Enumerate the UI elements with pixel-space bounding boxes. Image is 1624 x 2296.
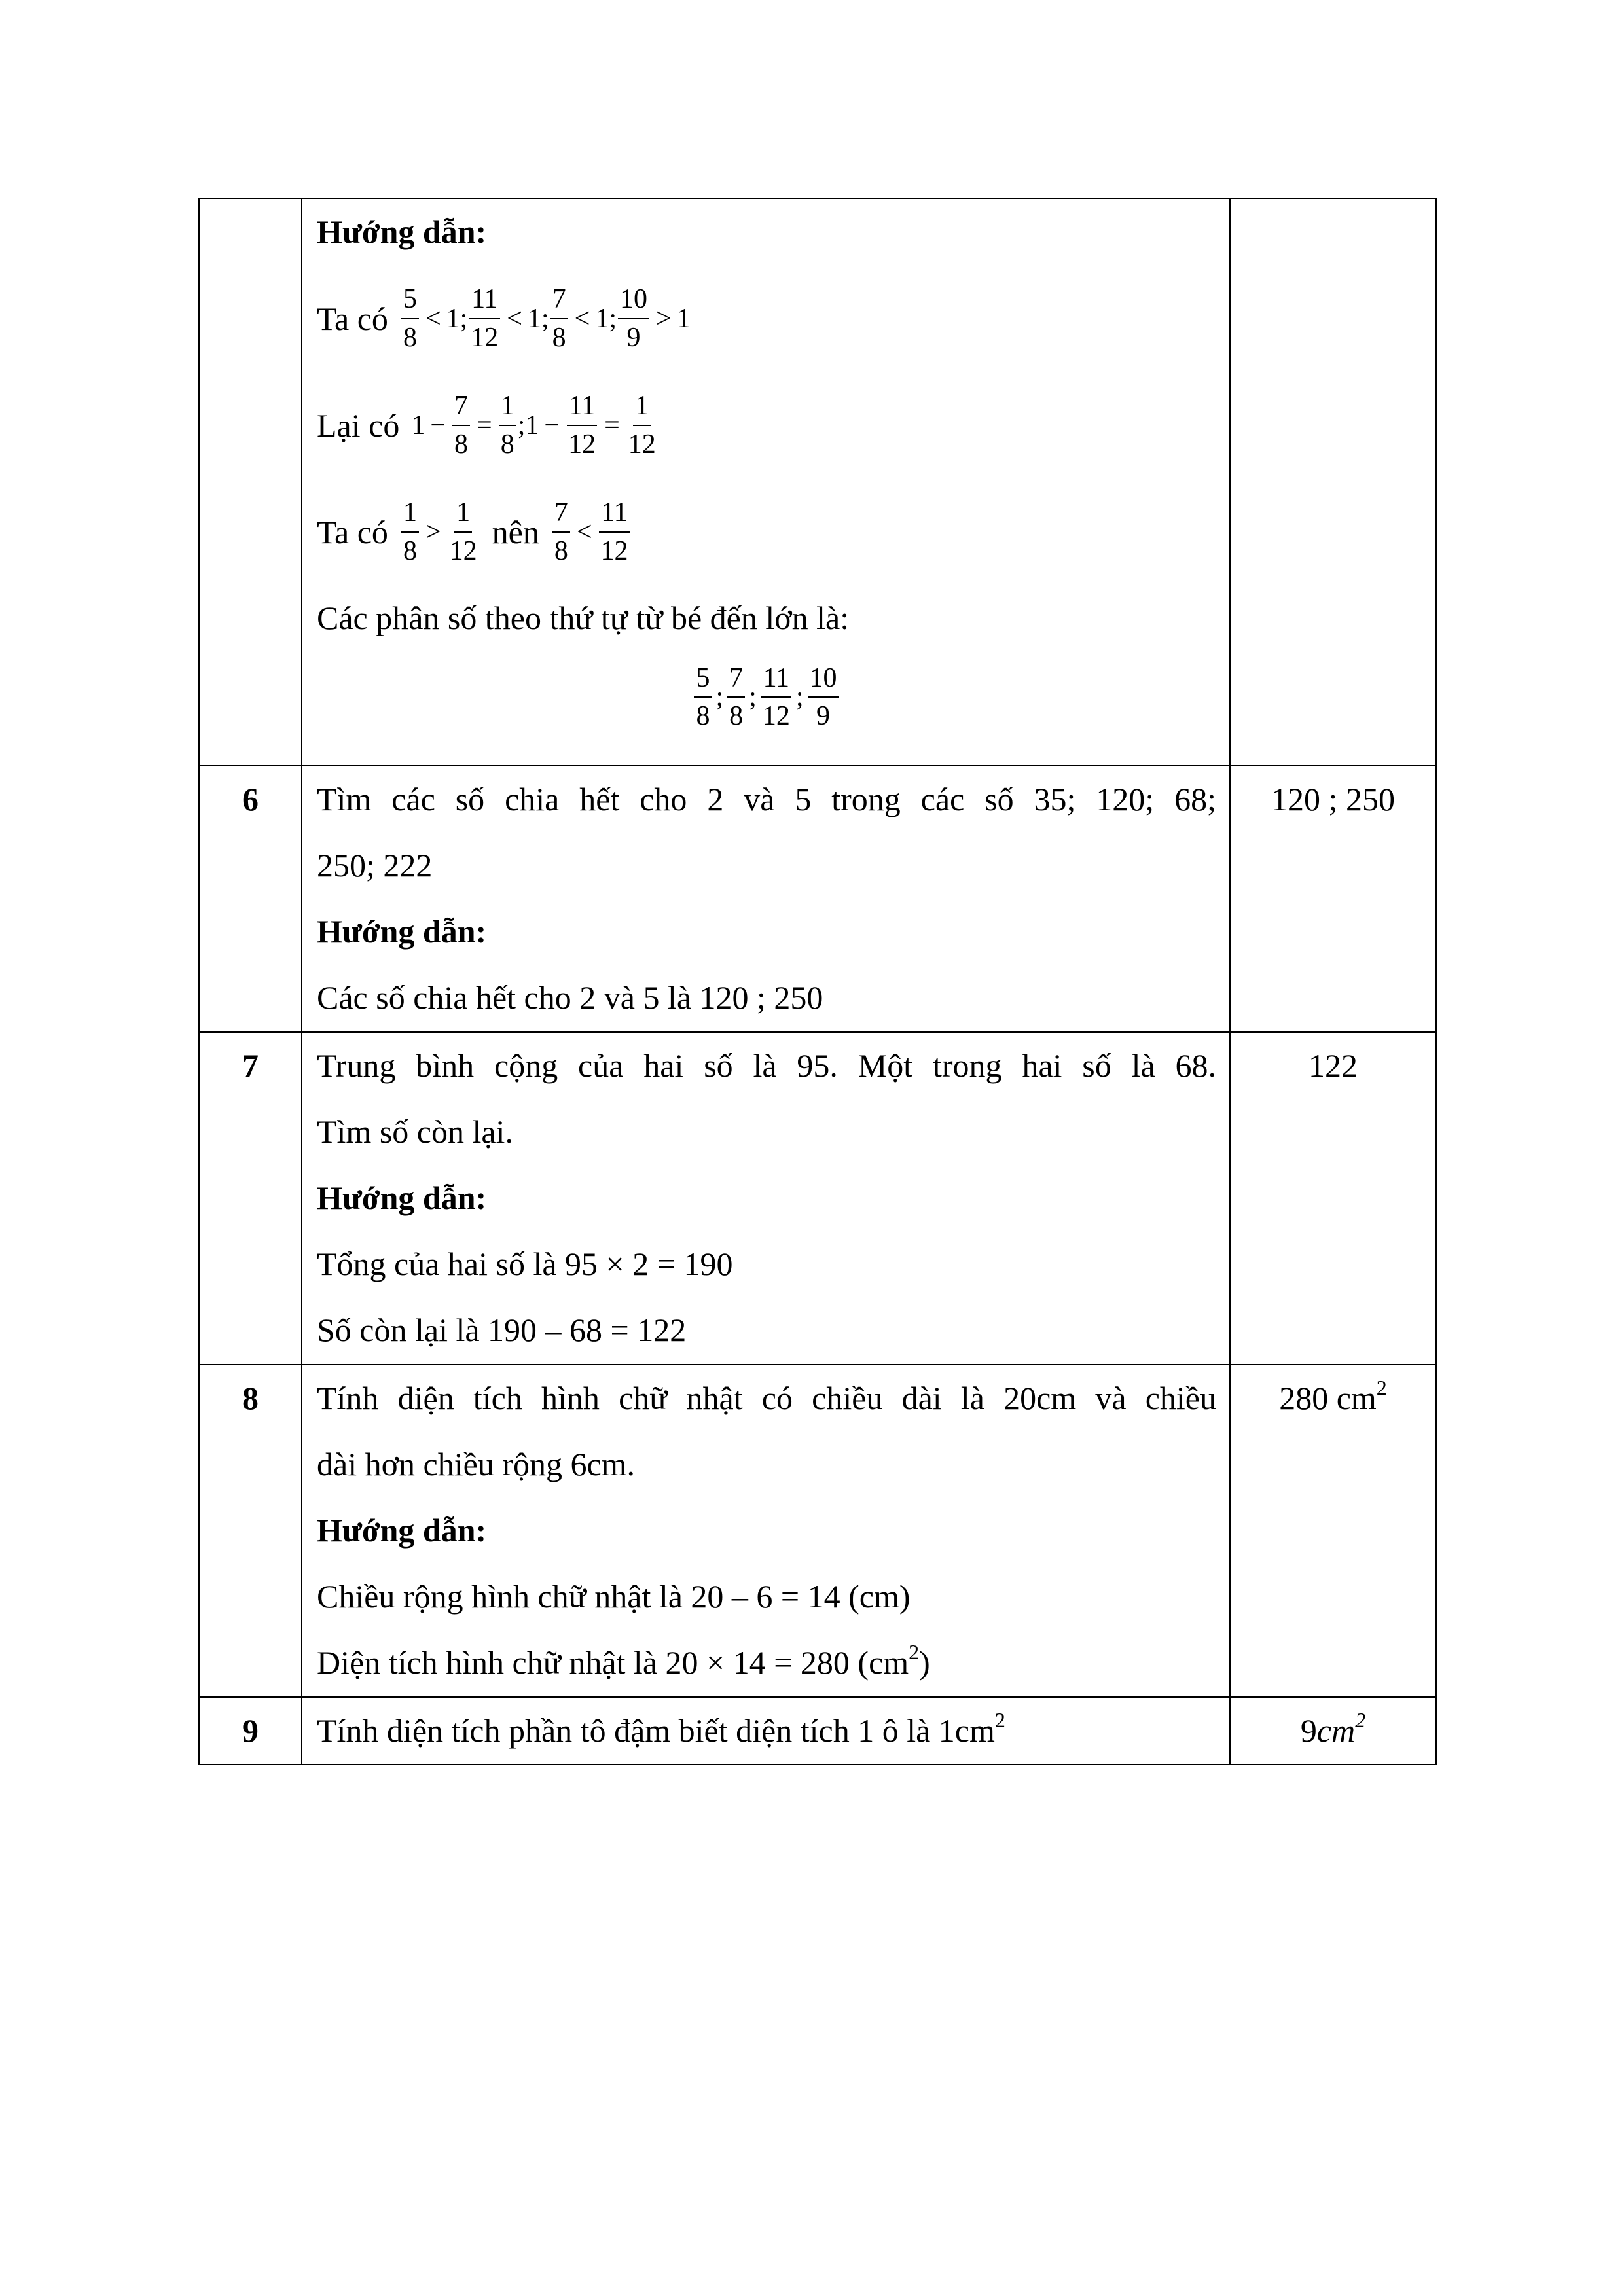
connector-word: nên (492, 513, 539, 550)
answer-cell: 280 $cm^2$ (1230, 1365, 1436, 1697)
math-expression: $\frac{1}{8}$ > $\frac{1}{12}$ (400, 497, 480, 567)
math-expression: 1 − $\frac{7}{8}$ = $\frac{1}{8}$ ;1 − $\frac{11}{12}$ = $\frac{1}{12}$ (411, 391, 656, 459)
question-text: Tính diện tích phần tô đậm biết diện tích 1 ô là $1cm^2$ (317, 1708, 1005, 1749)
question-text: Trung bình cộng của hai số là 95. Một trong hai số là 68. (317, 1047, 1216, 1084)
question-text: 250; 222 (317, 847, 433, 884)
table-row-9 (199, 1697, 1436, 1765)
math-expression: $\frac{5}{8}$ < 1; $\frac{11}{12}$ < 1; $\frac{7}{8}$ < 1; $\frac{10}{9}$ > 1 (400, 283, 691, 353)
fraction-11-12: $\frac{11}{12}$ (469, 283, 500, 353)
guide-text-area: Diện tích hình chữ nhật là 20 × 14 = 280 $(cm^2)$ (317, 1640, 930, 1681)
answer-table-page (198, 198, 1435, 1765)
row-5-content-cell (302, 198, 1230, 766)
guide-label: Hướng dẫn: (317, 213, 487, 250)
guide-label: Hướng dẫn: (317, 1512, 487, 1549)
table-row-8 (199, 1365, 1436, 1697)
question-number: 9 (199, 1697, 302, 1765)
row-9-content-cell (302, 1697, 1230, 1765)
guide-text: Các số chia hết cho 2 và 5 là 120 ; 250 (317, 979, 823, 1016)
fraction-comparison (317, 478, 1216, 585)
row-5-number-cell (199, 198, 302, 766)
fraction-5-8: $\frac{5}{8}$ (401, 283, 419, 353)
answer-cell: 120 ; 250 (1230, 766, 1436, 1032)
answer-cell: $9cm^2$ (1230, 1697, 1436, 1765)
fraction-7-8: $\frac{7}{8}$ (550, 283, 568, 353)
line-label: Ta có (317, 513, 388, 550)
table-row-6 (199, 766, 1436, 1032)
ordered-fractions (317, 651, 1216, 743)
guide-text: Chiều rộng hình chữ nhật là 20 – 6 = 14 (cm) (317, 1578, 911, 1615)
line-label: Ta có (317, 300, 388, 337)
question-number: 7 (199, 1032, 302, 1365)
math-expression: $\frac{7}{8}$ < $\frac{11}{12}$ (551, 497, 632, 567)
question-number: 6 (199, 766, 302, 1032)
conclusion-text: Các phân số theo thứ tự từ bé đến lớn là: (317, 600, 850, 636)
guide-text: Số còn lại là 190 – 68 = 122 (317, 1312, 687, 1348)
answer-table (198, 198, 1437, 1765)
question-text: Tính diện tích hình chữ nhật có chiều dài là 20cm và chiều (317, 1380, 1216, 1416)
answer-cell: 122 (1230, 1032, 1436, 1365)
fraction-10-9: $\frac{10}{9}$ (618, 283, 649, 353)
math-expression: $\frac{5}{8}$ ; $\frac{7}{8}$ ; $\frac{11}{12}$ ; $\frac{10}{9}$ (693, 662, 840, 732)
question-text: dài hơn chiều rộng 6cm. (317, 1446, 636, 1482)
line-label: Lại có (317, 406, 400, 444)
question-text: Tìm số còn lại. (317, 1113, 513, 1150)
row-8-content-cell (302, 1365, 1230, 1697)
row-6-content-cell (302, 766, 1230, 1032)
comparison-with-one (317, 265, 1216, 372)
row-7-content-cell (302, 1032, 1230, 1365)
guide-label: Hướng dẫn: (317, 913, 487, 950)
row-5-answer-cell (1230, 198, 1436, 766)
table-row-7 (199, 1032, 1436, 1365)
table-row-5 (199, 198, 1436, 766)
guide-text: Tổng của hai số là 95 × 2 = 190 (317, 1246, 733, 1282)
question-text: Tìm các số chia hết cho 2 và 5 trong các số 35; 120; 68; (317, 781, 1216, 817)
difference-from-one (317, 372, 1216, 478)
question-number: 8 (199, 1365, 302, 1697)
guide-label: Hướng dẫn: (317, 1179, 487, 1216)
